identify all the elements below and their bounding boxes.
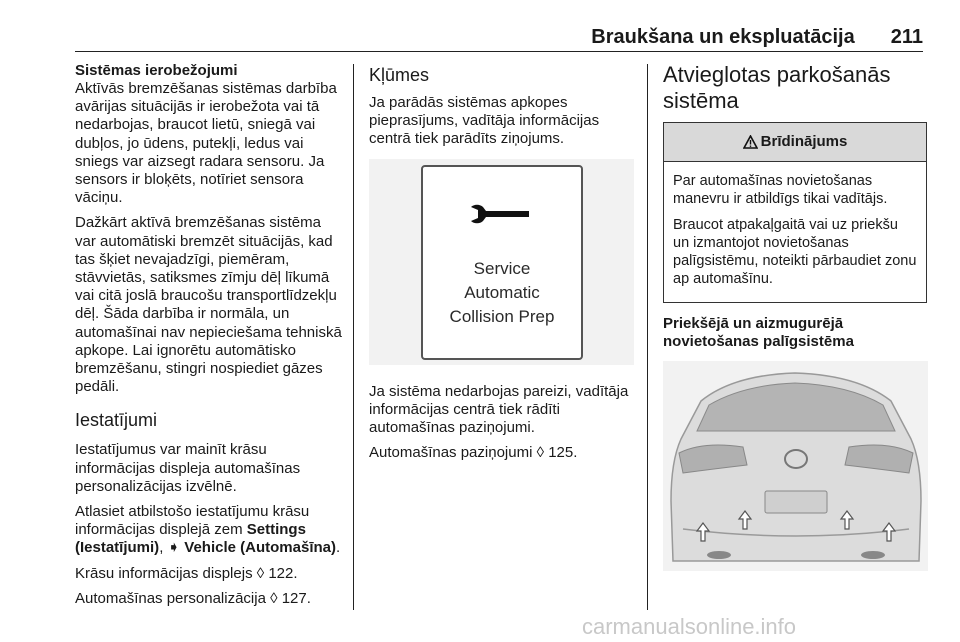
malfunction-paragraph: Ja sistēma nedarbojas pareizi, vadītāja informācijas centrā tiek rādīti automašīnas paziņojumi. [369, 382, 629, 437]
menu-arrow-icon: ➧ [167, 539, 181, 557]
warning-paragraph-2: Braucot atpakaļgaitā vai uz priekšu un izmantojot novietošanas palīgsistēmu, noteikti pārbaudiet zonu ap automašīnu. [673, 217, 917, 287]
display-line-1: Service [473, 258, 531, 278]
page-reference-icon: ◊ [536, 444, 545, 462]
vehicle-menu-label: Vehicle (Automašīna) [184, 539, 336, 557]
display-line-3: Collision Prep [449, 306, 555, 326]
warning-title: Brīdinājums [760, 132, 848, 150]
cross-reference-personalization[interactable]: Automašīnas personalizācija ◊ 127. [75, 589, 311, 607]
column-divider-right [647, 64, 648, 610]
warning-title-bar [664, 123, 926, 162]
limitations-subhead: Sistēmas ierobežojumi [75, 62, 238, 79]
settings-heading: Iestatījumi [75, 410, 158, 431]
left-column [75, 62, 345, 615]
driver-info-display [421, 165, 583, 360]
page-reference-icon: ◊ [256, 564, 265, 582]
watermark: carmanualsonline.info [582, 614, 797, 639]
page-reference-icon: ◊ [270, 589, 278, 607]
service-message-figure [369, 159, 634, 365]
page-number: 211 [890, 26, 923, 48]
warning-paragraph-1: Par automašīnas novietošanas manevru ir atbildīgs tikai vadītājs. [673, 173, 888, 207]
section-title: Braukšana un ekspluatācija [591, 26, 855, 48]
parking-assist-heading: Atvieglotas parkošanās sistēma [663, 62, 891, 113]
display-message [423, 257, 581, 329]
faults-heading: Kļūmes [369, 65, 430, 85]
page-header [75, 26, 923, 49]
faults-paragraph: Ja parādās sistēmas apkopes pieprasījums, vadītāja informācijas centrā tiek parādīts ziņojums. [369, 94, 600, 148]
middle-column [369, 62, 635, 469]
warning-box [663, 122, 927, 303]
false-braking-paragraph: Dažkārt aktīvā bremzēšanas sistēma var automātiski bremzēt situācijās, kad tas šķiet nevajadzīgi, piemēram, stāvvietās, satiksmes zīmju dēļ līkumā vai citā joslā braucošu transportlīdzekļu dēļ. Šāda darbība ir normāla, un automašīnai nav nepieciešama tehniskā apkope. Lai ignorētu automātisko bremzēšanu, stingri nospiediet gāzes pedāli. [75, 214, 342, 396]
parking-assist-subhead: Priekšējā un aizmugurējā novietošanas palīgsistēma [663, 315, 854, 350]
car-rear-drawing [663, 361, 928, 571]
cross-reference-display[interactable]: Krāsu informācijas displejs ◊ 122. [75, 564, 298, 582]
settings-menu-label: Settings (Iestatījumi) [75, 521, 306, 557]
limitations-paragraph: Aktīvās bremzēšanas sistēmas darbība avārijas situācijās ir ierobežota vai tā nedarbojas, braucot lietū, sniegā vai dubļos, jo ūdens, putekļi, ledus vai sniegs var aizsegt radara sensoru. Ja sensors ir bloķēts, notīriet sensora vāciņu. [75, 80, 337, 207]
warning-triangle-icon [743, 135, 758, 149]
car-rear-illustration [663, 361, 928, 571]
wrench-icon [469, 203, 531, 225]
warning-body [664, 162, 926, 302]
right-column [663, 62, 928, 571]
display-line-2: Automatic [464, 282, 540, 302]
settings-paragraph: Iestatījumus var mainīt krāsu informācijas displeja automašīnas personalizācijas izvēlnē. [75, 441, 301, 495]
cross-reference-messages[interactable]: Automašīnas paziņojumi ◊ 125. [369, 444, 578, 462]
header-rule [75, 51, 923, 52]
column-divider-left [353, 64, 354, 610]
settings-path-paragraph: Atlasiet atbilstošo iestatījumu krāsu informācijas displejā zem Settings (Iestatījumi), ➧ Vehicle (Automašīna). [75, 503, 341, 557]
